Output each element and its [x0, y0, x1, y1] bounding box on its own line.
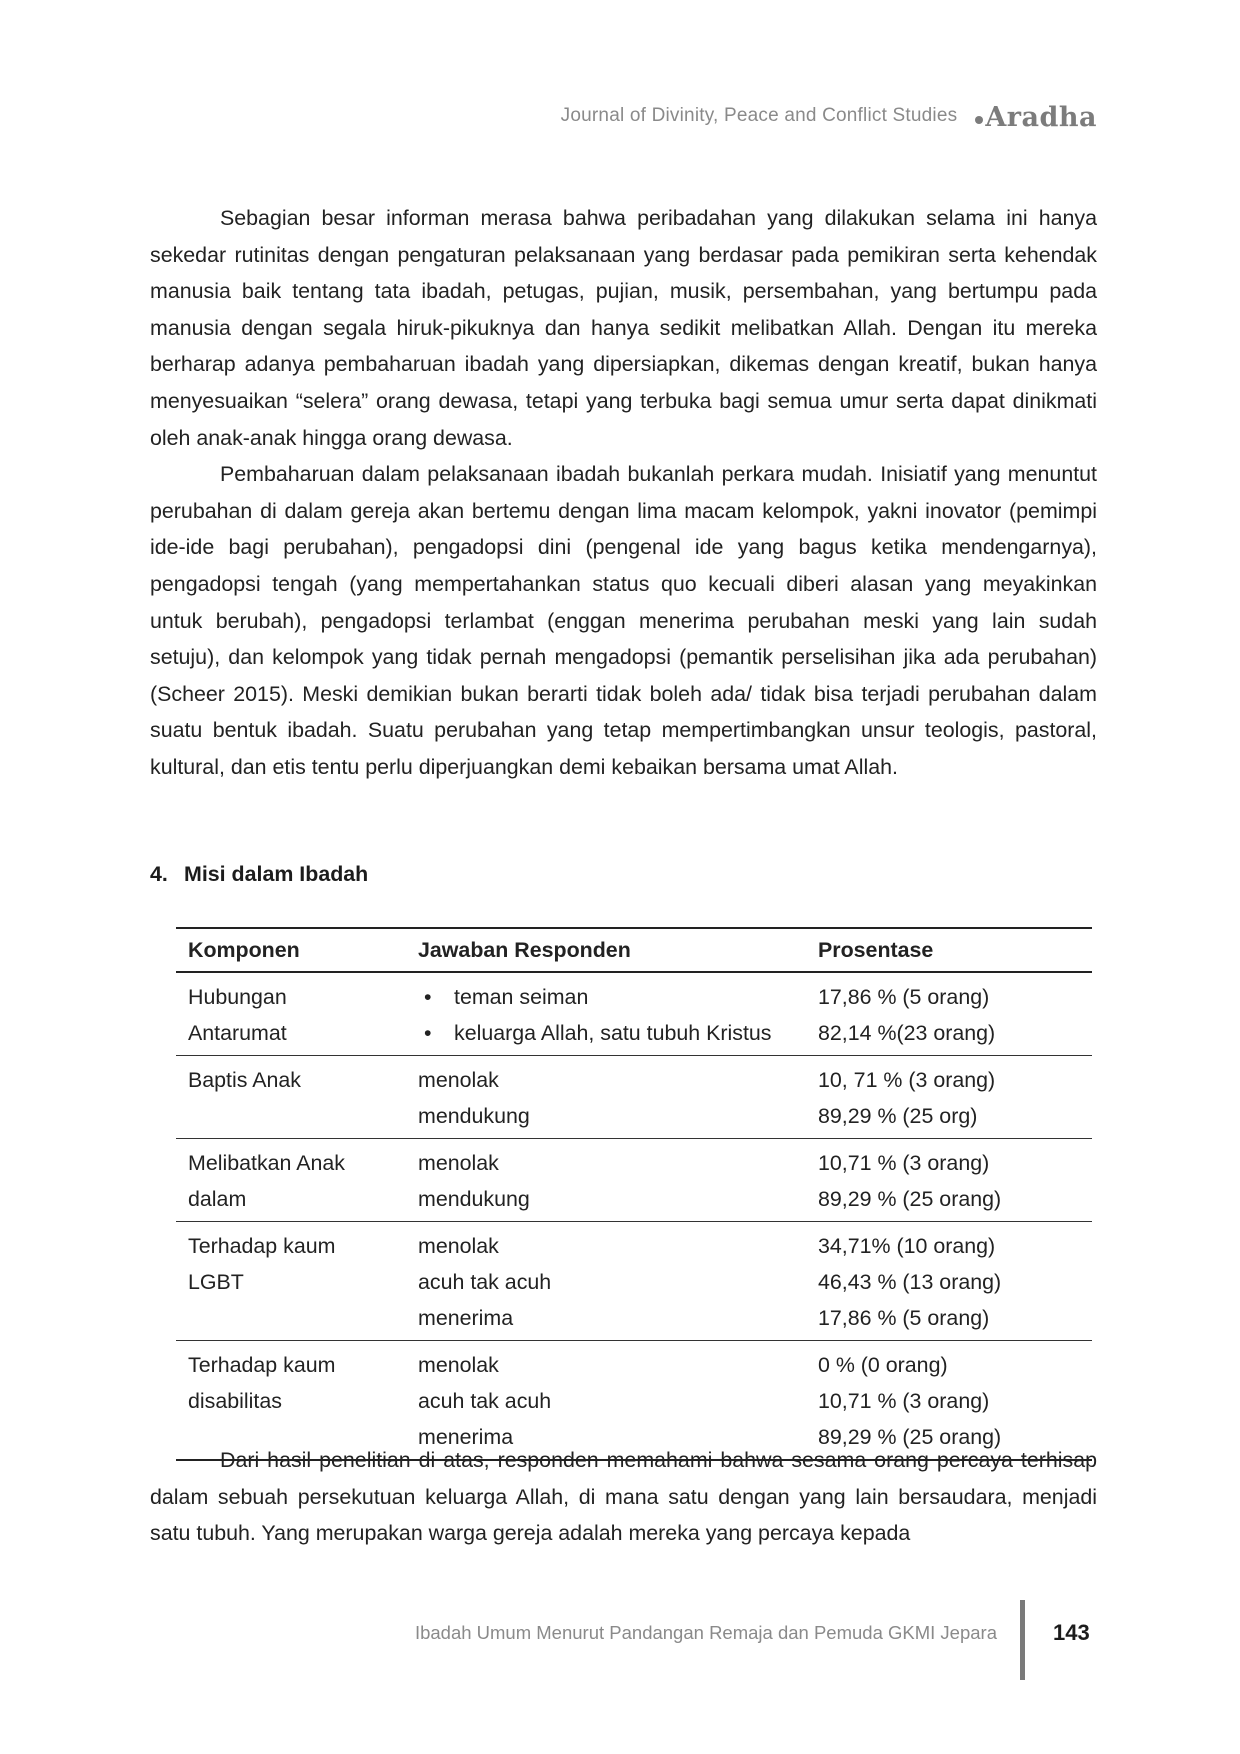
cell-line: 10,71 % (3 orang) — [818, 1389, 990, 1413]
percentage-cell — [806, 1139, 1092, 1222]
percentage-cell — [806, 1222, 1092, 1341]
component-cell — [176, 1056, 406, 1139]
section-title: Misi dalam Ibadah — [184, 862, 369, 886]
brand-logo-text: Aradha — [985, 102, 1097, 133]
cell-line: Terhadap kaum LGBT — [188, 1234, 336, 1294]
cell-line: 10,71 % (3 orang) — [818, 1151, 990, 1175]
percentage-cell — [806, 1056, 1092, 1139]
cell-line: mendukung — [418, 1104, 530, 1128]
answer-cell — [406, 1222, 806, 1341]
table-row — [176, 1139, 1092, 1222]
cell-line: acuh tak acuh — [418, 1389, 552, 1413]
bullet-item: • teman seiman — [418, 979, 794, 1015]
cell-line: 89,29 % (25 orang) — [818, 1187, 1002, 1211]
section-heading — [150, 862, 368, 887]
journal-name: Journal of Divinity, Peace and Conflict Studies — [560, 105, 958, 126]
section-number: 4. — [150, 862, 168, 886]
table-header-cell: Komponen — [176, 928, 406, 972]
cell-line: menolak — [418, 1151, 499, 1175]
table-row — [176, 1222, 1092, 1341]
table-row — [176, 972, 1092, 1056]
answer-cell — [406, 1139, 806, 1222]
table-body — [176, 972, 1092, 1460]
running-header — [561, 102, 1097, 133]
cell-line: 34,71% (10 orang) — [818, 1234, 996, 1258]
answer-cell — [406, 972, 806, 1056]
cell-line: menolak — [418, 1234, 499, 1258]
brand-logo — [975, 102, 1097, 133]
footer-divider — [1020, 1600, 1025, 1680]
table-header-cell: Prosentase — [806, 928, 1092, 972]
cell-line: 17,86 % (5 orang) — [818, 1306, 990, 1330]
table-row — [176, 1056, 1092, 1139]
running-footer — [0, 1600, 1240, 1680]
cell-line: 82,14 %(23 orang) — [818, 1021, 996, 1045]
cell-line: disabilitas — [188, 1389, 282, 1413]
body-paragraph: Sebagian besar informan merasa bahwa peribadahan yang dilakukan selama ini hanya sekedar rutinitas dengan pengaturan pelaksanaan yang berdasar pada pemikiran serta kehendak manusia baik tentang tata ibadah, petugas, pujian, musik, persembahan, yang bertumpu pada manusia dengan segala hiruk-pikuknya dan hanya sedikit melibatkan Allah. Dengan itu mereka berharap adanya pembaharuan ibadah yang dipersiapkan, dikemas dengan kreatif, bukan hanya menyesuaikan “selera” orang dewasa, tetapi yang terbuka bagi semua umur serta dapat dinikmati oleh anak-anak hingga orang dewasa. — [150, 206, 1097, 450]
cell-line: 10, 71 % (3 orang) — [818, 1068, 996, 1092]
table-header-row — [176, 928, 1092, 972]
closing-paragraph-block — [150, 1442, 1097, 1552]
body-paragraph: Pembaharuan dalam pelaksanaan ibadah bukanlah perkara mudah. Inisiatif yang menuntut perubahan di dalam gereja akan bertemu dengan lima macam kelompok, yakni inovator (pemimpi ide-ide bagi perubahan), pengadopsi dini (pengenal ide yang bagus ketika mendengarnya), pengadopsi tengah (yang mempertahankan status quo kecuali diberi alasan yang meyakinkan untuk berubah), pengadopsi terlambat (enggan menerima perubahan meski yang lain sudah setuju), dan kelompok yang tidak pernah mengadopsi (pemantik perselisihan jika ada perubahan) (Scheer 2015). Meski demikian bukan berarti tidak boleh ada/ tidak bisa terjadi perubahan dalam suatu bentuk ibadah. Suatu perubahan yang tetap mempertimbangkan unsur teologis, pastoral, kultural, dan etis tentu perlu diperjuangkan demi kebaikan bersama umat Allah. — [150, 462, 1097, 779]
component-cell — [176, 972, 406, 1056]
component-cell — [176, 1139, 406, 1222]
cell-line: Hubungan — [188, 985, 287, 1009]
cell-line: 89,29 % (25 org) — [818, 1104, 978, 1128]
results-table — [176, 927, 1092, 1461]
cell-line: 89,29 % (25 orang) — [818, 1425, 1002, 1449]
cell-line: Terhadap kaum — [188, 1353, 336, 1377]
component-cell — [176, 1222, 406, 1341]
cell-line: Baptis Anak — [188, 1068, 301, 1092]
page-number: 143 — [1053, 1620, 1090, 1645]
body-paragraphs — [150, 200, 1097, 786]
answer-cell — [406, 1056, 806, 1139]
body-paragraph: Dari hasil penelitian di atas, responden memahami bahwa sesama orang percaya terhisap dalam sebuah persekutuan keluarga Allah, di mana satu dengan yang lain bersaudara, menjadi satu tubuh. Yang merupakan warga gereja adalah mereka yang percaya kepada — [150, 1448, 1097, 1546]
cell-line: menerima — [418, 1425, 514, 1449]
cell-line: Melibatkan Anak — [188, 1151, 345, 1175]
cell-line: menerima — [418, 1306, 514, 1330]
cell-line: menolak — [418, 1353, 499, 1377]
cell-line: Antarumat — [188, 1021, 287, 1045]
cell-line: acuh tak acuh — [418, 1270, 552, 1294]
cell-line: dalam — [188, 1187, 247, 1211]
bullet-item: • keluarga Allah, satu tubuh Kristus — [418, 1015, 794, 1051]
table-header-cell: Jawaban Responden — [406, 928, 806, 972]
percentage-cell — [806, 972, 1092, 1056]
brand-logo-dot — [975, 116, 983, 124]
cell-line: mendukung — [418, 1187, 530, 1211]
cell-line: menolak — [418, 1068, 499, 1092]
cell-line: 17,86 % (5 orang) — [818, 985, 990, 1009]
cell-line: 0 % (0 orang) — [818, 1353, 948, 1377]
cell-line: 46,43 % (13 orang) — [818, 1270, 1002, 1294]
footer-article-title: Ibadah Umum Menurut Pandangan Remaja dan Pemuda GKMI Jepara — [414, 1622, 997, 1643]
